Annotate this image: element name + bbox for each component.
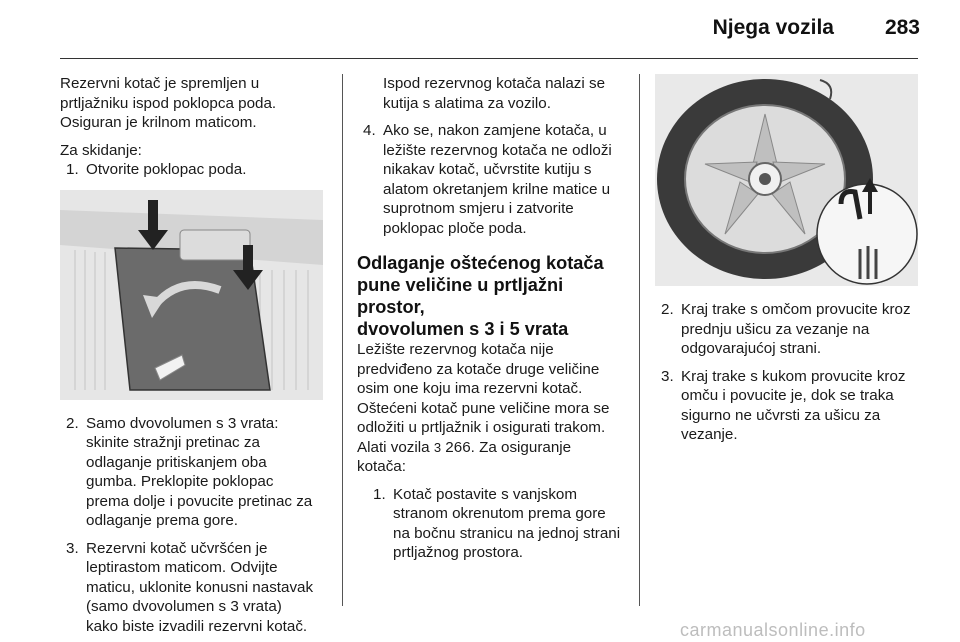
step-line: skinite stražnji pretinac za bbox=[86, 434, 260, 451]
body-text: Alati vozila bbox=[357, 438, 430, 456]
body-line: kotača: bbox=[357, 458, 406, 475]
step-number: 3. bbox=[661, 367, 674, 385]
za-skidanje-label: Za skidanje: bbox=[60, 141, 142, 159]
strap-step-3 bbox=[655, 367, 925, 445]
step-line: vezanje. bbox=[681, 426, 738, 443]
step-line: Rezervni kotač učvršćen je bbox=[86, 539, 268, 557]
step-line: prednju ušicu za vezanje na bbox=[681, 320, 870, 338]
spare-wheel-strap-illustration bbox=[655, 74, 918, 286]
step-line: poklopac ploče poda. bbox=[383, 219, 527, 237]
spare-wheel-drawing bbox=[655, 74, 918, 286]
body-line: odložiti u prtljažnik i osigurati trakom. bbox=[357, 419, 606, 436]
step-line: (samo dvovolumen s 3 vrata) bbox=[86, 598, 282, 615]
header-rule bbox=[60, 58, 918, 59]
step-number: 4. bbox=[363, 122, 376, 139]
step-3-continuation bbox=[357, 74, 627, 113]
step-line: odlaganje prema gore. bbox=[86, 512, 238, 529]
strap-step-1 bbox=[367, 485, 627, 563]
step-line: na bočnu stranicu na jednoj strani bbox=[393, 524, 621, 542]
step-1 bbox=[60, 160, 328, 180]
step-line: odgovarajućoj strani. bbox=[681, 340, 822, 357]
step-line: gumba. Preklopite poklopac bbox=[86, 473, 274, 490]
step-number: 1. bbox=[66, 161, 79, 178]
section-title: Njega vozila bbox=[712, 16, 834, 39]
trunk-storage-drawing bbox=[60, 190, 323, 400]
body-line: Ležište rezervnog kotača nije bbox=[357, 341, 554, 358]
floor-cover-illustration bbox=[60, 190, 323, 400]
step-4 bbox=[357, 121, 627, 238]
strap-step-2 bbox=[655, 300, 925, 359]
body-line: osim one koju ima rezervni kotač. bbox=[357, 380, 583, 397]
column-1 bbox=[60, 74, 328, 636]
step-3 bbox=[60, 539, 328, 637]
heading-line: dvovolumen s 3 i 5 vrata bbox=[357, 319, 569, 339]
step-number: 2. bbox=[661, 301, 674, 318]
section-heading bbox=[357, 252, 627, 340]
step-line: Ako se, nakon zamjene kotača, u bbox=[383, 122, 607, 139]
step-line: prema dolje i povucite pretinac za bbox=[86, 492, 313, 510]
step-line: odlaganje pritiskanjem oba bbox=[86, 453, 267, 471]
heading-line: Odlaganje oštećenog kotača bbox=[357, 253, 604, 273]
step-line: Samo dvovolumen s 3 vrata: bbox=[86, 414, 279, 432]
step-line: suprotnom smjeru i zatvorite bbox=[383, 200, 574, 217]
step-line: Kraj trake s kukom provucite kroz bbox=[681, 367, 906, 385]
step-line: sigurno ne učvrsti za ušicu za bbox=[681, 406, 881, 424]
step-line: alatom okretanjem krilne matice u bbox=[383, 180, 611, 198]
column-divider-1 bbox=[342, 74, 343, 606]
page-reference-icon[interactable]: 3 bbox=[433, 439, 442, 455]
step-2 bbox=[60, 414, 328, 531]
column-3 bbox=[655, 74, 925, 445]
body-line: predviđeno za kotače druge veličine bbox=[357, 360, 600, 378]
body-text: 266. Za osiguranje bbox=[445, 438, 572, 456]
intro-line: Rezervni kotač je spremljen u bbox=[60, 75, 260, 92]
step-number: 1. bbox=[373, 485, 386, 503]
intro-line: Osiguran je krilnom maticom. bbox=[60, 114, 257, 131]
step-line: leptirastom maticom. Odvijte bbox=[86, 559, 278, 576]
body-line-reference bbox=[357, 438, 627, 458]
step-number: 3. bbox=[66, 539, 79, 557]
body-line: Oštećeni kotač pune veličine mora se bbox=[357, 399, 610, 417]
step-line: Kraj trake s omčom provucite kroz bbox=[681, 301, 911, 318]
step-line: ležište rezervnog kotača ne odloži bbox=[383, 141, 612, 159]
page-number: 283 bbox=[884, 16, 920, 39]
step-line: Kotač postavite s vanjskom bbox=[393, 485, 578, 503]
step-line: Otvorite poklopac poda. bbox=[86, 161, 247, 178]
column-divider-2 bbox=[639, 74, 640, 606]
step-line: nikakav kotač, učvrstite kutiju s bbox=[383, 161, 592, 178]
column-2 bbox=[357, 74, 627, 563]
step-number: 2. bbox=[66, 414, 79, 432]
step-line: maticu, uklonite konusni nastavak bbox=[86, 578, 314, 596]
step-line: Ispod rezervnog kotača nalazi se bbox=[383, 75, 606, 92]
watermark: carmanualsonline.info bbox=[680, 620, 866, 640]
heading-line: pune veličine u prtljažni prostor, bbox=[357, 275, 564, 317]
step-line: kako biste izvadili rezervni kotač. bbox=[86, 617, 308, 635]
step-line: stranom okrenutom prema gore bbox=[393, 505, 606, 522]
step-line: kutija s alatima za vozilo. bbox=[383, 94, 551, 112]
step-line: omču i povucite je, dok se traka bbox=[681, 387, 894, 404]
step-line: prtljažnog prostora. bbox=[393, 544, 524, 561]
intro-line: prtljažniku ispod poklopca poda. bbox=[60, 94, 277, 112]
